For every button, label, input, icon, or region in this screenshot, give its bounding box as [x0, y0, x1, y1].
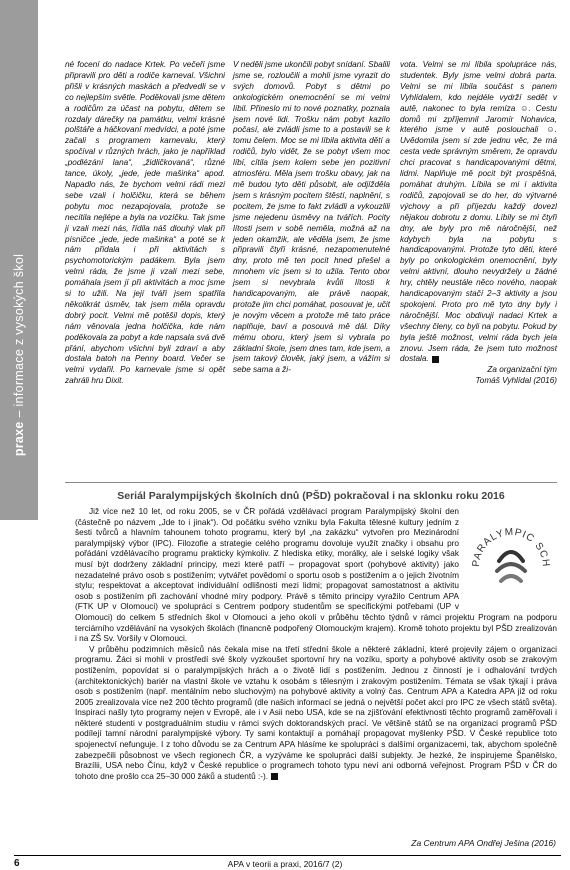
column-1-text: né focení do nadace Krtek. Po večeři jsme připravili pro děti a rodiče karneval. Všichni přišli v krásných maskách a předvedli se v co nejlepším světle. Poděkovali jsme dětem a rodičům za účast na pobytu, dětem se rozdaly dárečky na památku, velmi krásné polštáře a háčkovaní medvídci, a poté jsme začali s programem karnevalu, který spočíval v různých hrách, jako je například „podlézání lana“, „židličkovaná“, různé tance, úkoly, „jede, jede mašinka“ apod. Napadlo nás, že bychom velmi rádi mezi sebe vzali i holčičku, která se během pobytu moc nezapojovala, protože se necítila nejlépe a byla na vozíčku. Tak jsme ji vzali mezi nás, řídila náš dlouhý vlak při písničce „jede, jede mašinka“ a poté se k nám přidala i při aktivitách s psychomotorickým padákem. Byla jsem velmi ráda, že jsme ji vzali mezi sebe, pomáhala jsem jí při aktivitách a moc jsme si to užili. Na její tváři jsem spatřila několikrát úsměv, tak jsem měla opravdu dobrý pocit. Velmi mě potěšil dopis, který nám věnovala jedna holčička, kde nám poděkovala za pobyt a kde napsala svá dvě přání, abychom všichni byli zdraví a aby dostala batoh na Penny board. Večer se velmi vydařil. Po karnevale jsme si opět zahráli hru Dixit.: [65, 60, 225, 386]
page-number: 6: [14, 858, 20, 869]
article-headline: Seriál Paralympijských školních dnů (PŠD) pokračoval i na sklonku roku 2016: [117, 490, 505, 502]
section-label: [12, 254, 26, 456]
section-label-rest: – informace z vysokých škol: [12, 253, 26, 422]
column-1: [65, 60, 225, 387]
signature-author: Tomáš Vyhlídal (2016): [475, 376, 557, 386]
end-mark-icon: [271, 773, 278, 780]
svg-text:PARALYMPIC SCHOOL DAY: [465, 509, 551, 568]
section-label-bold: praxe: [12, 421, 26, 457]
footer-rule: [14, 855, 561, 856]
column-2-text: V neděli jsme ukončili pobyt snídaní. Sbalili jsme se, rozloučili a mohli jsme vyrazit do svých domovů. Pobyt s dětmi po onkologickém onemocnění se mi velmi líbil. Přineslo mi to nové poznatky, poznala jsem nové lidi. Trošku nám pobyt kazilo počasí, ale zvládli jsme to a postavili se k tomu čelem. Moc se mi líbila aktivita dětí a rodičů, bylo vidět, že se pobyt všem moc líbí, cítila jsem kolem sebe jen pozitivní atmosféru. Měla jsem trošku obavy, jak na mě budou tyto děti působit, ale odjížděla jsem s krásným pocitem štěstí, naplnění, s pocitem, že jsme to fakt zvládli a vykouzlili jsme nejedenu úsměvy na tvářích. Pocity lítosti jsem v sobě neměla, možná až na jeden okamžik, ale věděla jsem, že jsme připravili čtyři krásné, nezapomenutelné dny, proto mě ten pocit hned přešel a mnohem víc jsem si to užila. Tento obor jsem si nevybrala kvůli lítosti k handicapovaným, ale právě naopak, protože jim chci pomáhat, posouvat je, učit je novým věcem a protože mě tato práce naplňuje, baví a posouvá mě dál. Díky mému oboru, který jsem si vybrala po základní škole, jsem dnes tam, kde jsem, a jsem takový člověk, jaký jsem, a vážím si sebe sama a ži-: [233, 60, 390, 375]
paralympic-school-day-logo: [465, 509, 557, 609]
column-2: [233, 60, 390, 376]
logo-arc-text: PARALYMPIC SCH: [470, 526, 552, 568]
section-divider: [65, 482, 557, 483]
paralympic-logo-icon: [465, 509, 557, 609]
article-paragraph-2-text: V průběhu podzimních měsíců nás čekala mise na třetí střední škole a některé základní, které projevily zájem o organizaci programu. Žáci si mohli v prostředí své školy vyzkoušet sportovní hry na vozíku, sporty a pohybové aktivity osob se zrakovým postižením, popovídat si o paralympijských hrách a o životě lidí s postižením. Jednou z činností je i odhalování tvrdých (architektonických) bariér na vlastní škole ve vztahu k osobám s tělesným i zrakovým postižením. Témata se však týkají i práva osob s postižením (např. mentálním nebo sluchovým) na pohybové aktivity a volný čas. Centrum APA a Katedra APA již od roku 2005 zrealizovala více než 200 těchto programů (dle našich informací se jedná o největší počet akcí pro IPC ze všech států světa). Inspiraci našly tyto programy nejen v Evropě, ale i v Asii nebo USA, kde se na zjišťování efektivnosti těchto programů zaměřovali i některé studenti v postgraduálním studiu v rámci svých doktorandských prací. Ve většině států se na organizaci programů PŠD podílejí tamní národní paralympijské výbory. Ty sami kontaktují a pomáhají propagovat myšlenky PŠD. V České republice toto spojenectví nefunguje. I z toho důvodu se za Centrum APA hlásíme ke spolupráci s dalšími organizacemi, tak, abychom společně zabezpečili působnost ve všech regionech ČR, a vyzýváme ke spolupráci další subjekty. Je hezké, že inspirujeme Španělsko, Brazílii, USA nebo Čínu, když v České republice o programech tohoto typu neví ani odborná veřejnost. Program PŠD v ČR do tohoto dne prošlo cca 25–30 000 žáků a studentů :-).: [75, 644, 557, 781]
article-body: [75, 507, 557, 782]
section-sidebar: [0, 0, 38, 520]
article-signature: Za Centrum APA Ondřej Ješina (2016): [411, 838, 556, 848]
signature-team: Za organizační tým: [487, 365, 557, 375]
journal-footer: APA v teorii a praxi, 2016/7 (2): [227, 859, 343, 869]
article-paragraph-1: Již více než 10 let, od roku 2005, se v ČR pořádá vzdělávací program Paralympijský školní den (částečně po názvem „Jde to i jinak“). Od počátku svého vzniku byla Fakulta tělesné kultury jedním z šesti tvůrců a hlavním tahounem tohoto programu, který byl „na zakázku“ vytvořen pro Mezinárodní paralympijský výbor (IPC). Filozofie a strategie celého programu dovoluje využít značky i obsahu pro pořádání vzdělávacího programu prakticky kýmkoliv. Z hlediska etiky, morálky, ale i selské logiky však musí být dodrženy základní principy, mezi které patří – propagovat sport (pohybové aktivity) jako nezadatelné právo osob s postižením; vytvářet povědomí o sportu osob s postižením a o jejich životním stylu; respektovat a akceptovat individuální odlišnosti mezi lidmi; propagovat samostatnost a aktivitu osob s postižením při zachování vhodné míry podpory. Právě s těmito principy vyražilo Centrum APA (FTK UP v Olomouci) ve spolupráci s Centrem podpory studentům se specifickými potřebami (UP v Olomouci) do celkem 5 středních škol v Olomouci a jeho okolí v průběhu těchto týdnů v rámci projektu Program na podporu terciárního vzdělávání na vysokých školách (financně podpořený Olomouckým krajem). Kromě tohoto projektu byl PŠD zrealizován i na ZŠ Sv. Voršily v Olomouci.: [75, 507, 557, 644]
column-3-text: [400, 60, 557, 365]
column-3-body: vota. Velmi se mi líbila spolupráce nás, studentek. Byly jsme velmi dobrá parta. Velmi se mi líbila součást s panem Vyhlídalem, kdo nejdéle vydrží sedět v autě, nakonec to byla remíza ☺. Cestu domů mi zpříjemnil Jaromír Nohavica, kterého jsme v autě poslouchali ☺. Uvědomila jsem si zde jednu věc, že má cesta vede správným směrem, že opravdu chci pracovat s handicapovanými dětmi, lidmi. Naplňuje mě pocit být prospěšná, pomáhat druhým. Líbila se mi i aktivita rodičů, zapojovali se do her, do výtvarné výchovy a při příjezdu každý dovezl nějakou dobrotu z domu. Líbily se mi čtyři dny, ale byly pro mě náročnější, než kdybych byla na pobytu s handicapovanými. Protože tyto děti, které byly po onkologickém onemocnění, byly velmi aktivní, dlouho nevydržely u žádné hry, chtěly neustále něco nového, naopak handicapovaným stačí 2–3 aktivity a jsou spokojeni. Proto pro mě tyto dny byly i náročnější. Moc obdivuji nadaci Krtek a všechny členy, co byli na pobytu. Pokud by byla ještě možnost, velmi ráda bych jela znovu. Jsem ráda, že jsem tuto možnost dostala.: [400, 60, 557, 364]
end-mark-icon: [432, 356, 439, 363]
article-paragraph-2: [75, 645, 557, 783]
column-3: [400, 60, 557, 387]
